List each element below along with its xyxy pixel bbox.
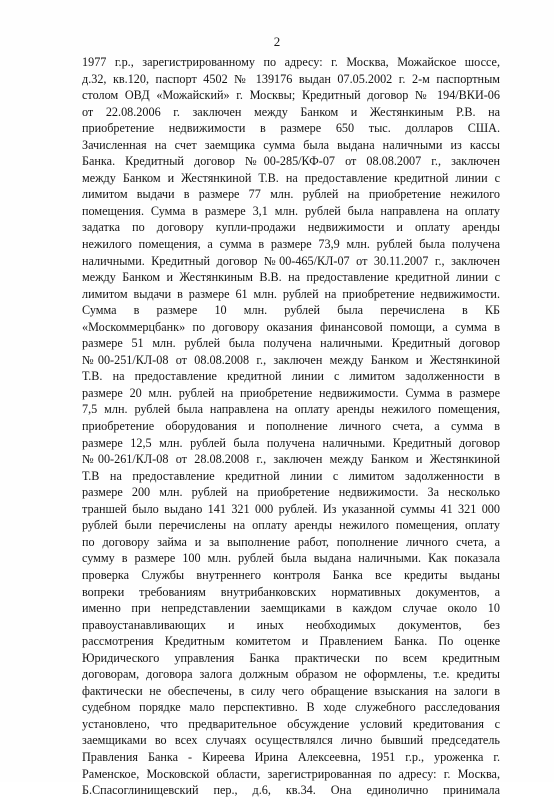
text-line: Правления Банка - Киреева Ирина Алексеевна, 1951 г.р., уроженка г.: [82, 749, 500, 764]
text-line: размере 200 млн. рублей на приобретение недвижимости. За несколько: [82, 485, 500, 500]
text-line: д.32, кв.120, паспорт 4502 № 139176 выдан 07.05.2002 г. 2-м паспортным: [82, 71, 500, 86]
text-line: 1977 г.р., зарегистрированному по адресу: г. Москва, Можайское шоссе,: [82, 55, 500, 69]
text-line: от 22.08.2006 г. заключен между Банком и Жестянкиным Р.В. на: [82, 104, 500, 119]
text-line: 7,5 млн. рублей была направлена на оплату аренды нежилого помещения,: [82, 402, 500, 417]
text-line: правоустанавливающих и иных необходимых документов, без: [82, 617, 500, 632]
text-line: вопреки требованиям внутрибанковских нормативных документов, а: [82, 584, 500, 599]
text-line: установлено, что предварительное обсуждение условий кредитования с: [82, 716, 500, 731]
text-line: Б.Спасоглинищевский пер., д.6, кв.34. Она единолично принимала: [82, 783, 500, 798]
document-body: [82, 54, 500, 799]
text-line: размере 51 млн. рублей была получена наличными. Кредитный договор: [82, 336, 500, 351]
text-line: нежилого помещения, а сумма в размере 73,9 млн. рублей была получена: [82, 237, 500, 252]
text-line: между Банком и Жестянкиным В.В. на предоставление кредитной линии с: [82, 270, 500, 285]
text-line: именно при непредставлении заемщиками в каждом случае около 10: [82, 601, 500, 616]
text-line: заемщиками во всех случаях осуществлялся лично бывший председатель: [82, 733, 500, 748]
text-line: между Банком и Жестянкиной Т.В. на предоставление кредитной линии с: [82, 170, 500, 185]
text-line: приобретение оборудования и пополнение личного счета, а сумма в: [82, 419, 500, 434]
text-line: Банка. Кредитный договор №00-285/КФ-07 от 08.08.2007 г., заключен: [82, 154, 500, 169]
text-line: судебном порядке мало перспективно. В ходе служебного расследования: [82, 700, 500, 715]
text-line: задатка по договору купли-продажи недвижимости и оплату аренды: [82, 220, 500, 235]
text-line: размере 12,5 млн. рублей была получена наличными. Кредитный договор: [82, 435, 500, 450]
text-line: лимитом выдачи в размере 77 млн. рублей на приобретение нежилого: [82, 187, 500, 202]
text-line: Сумма в размере 10 млн. рублей была перечислена в КБ: [82, 303, 500, 318]
page-number: 2: [273, 34, 281, 49]
text-line: помещения. Сумма в размере 3,1 млн. рублей была направлена на оплату: [82, 203, 500, 218]
text-line: лимитом выдачи в размере 61 млн. рублей на приобретение недвижимости.: [82, 286, 500, 301]
text-line: проверка Службы внутреннего контроля Банка все кредиты выданы: [82, 567, 500, 582]
text-line: «Москоммерцбанк» по договору оказания финансовой помощи, а сумма в: [82, 319, 500, 334]
text-line: по договору займа и за выполнение работ, пополнение личного счета, а: [82, 534, 500, 549]
text-line: договорам, договора залога должным образом не оформлены, т.е. кредиты: [82, 667, 500, 682]
text-line: размере 20 млн. рублей на приобретение недвижимости. Сумма в размере: [82, 385, 500, 400]
text-line: наличными. Кредитный договор №00-465/КЛ-07 от 30.11.2007 г., заключен: [82, 253, 500, 268]
text-line: Т.В. на предоставление кредитной линии с лимитом задолженности в: [82, 369, 500, 384]
text-line: столом ОВД «Можайский» г. Москвы; Кредитный договор № 194/ВКИ-06: [82, 88, 500, 103]
text-line: Раменское, Московской области, зарегистрированная по адресу: г. Москва,: [82, 766, 500, 781]
text-line: фактически не обеспечены, в силу чего обращение взыскания на залоги в: [82, 683, 500, 698]
text-line: Т.В на предоставление кредитной линии с лимитом задолженности в: [82, 468, 500, 483]
text-line: траншей было выдано 141 321 000 рублей. Из указанной суммы 41 321 000: [82, 501, 500, 516]
text-line: рублей были перечислены на оплату аренды нежилого помещения, оплату: [82, 518, 500, 533]
text-line: Зачисленная на счет заемщика сумма была выдана наличными из кассы: [82, 137, 500, 152]
text-line: приобретение недвижимости в размере 650 тыс. долларов США.: [82, 121, 500, 136]
text-line: сумму в размере 100 млн. рублей была выдана наличными. Как показала: [82, 551, 500, 566]
text-line: рассмотрения Кредитным комитетом и Правлением Банка. По оценке: [82, 634, 500, 649]
text-line: Юридического управления Банка практически по всем кредитным: [82, 650, 500, 665]
text-line: №00-261/КЛ-08 от 28.08.2008 г., заключен между Банком и Жестянкиной: [82, 452, 500, 467]
text-line: №00-251/КЛ-08 от 08.08.2008 г., заключен между Банком и Жестянкиной: [82, 352, 500, 367]
